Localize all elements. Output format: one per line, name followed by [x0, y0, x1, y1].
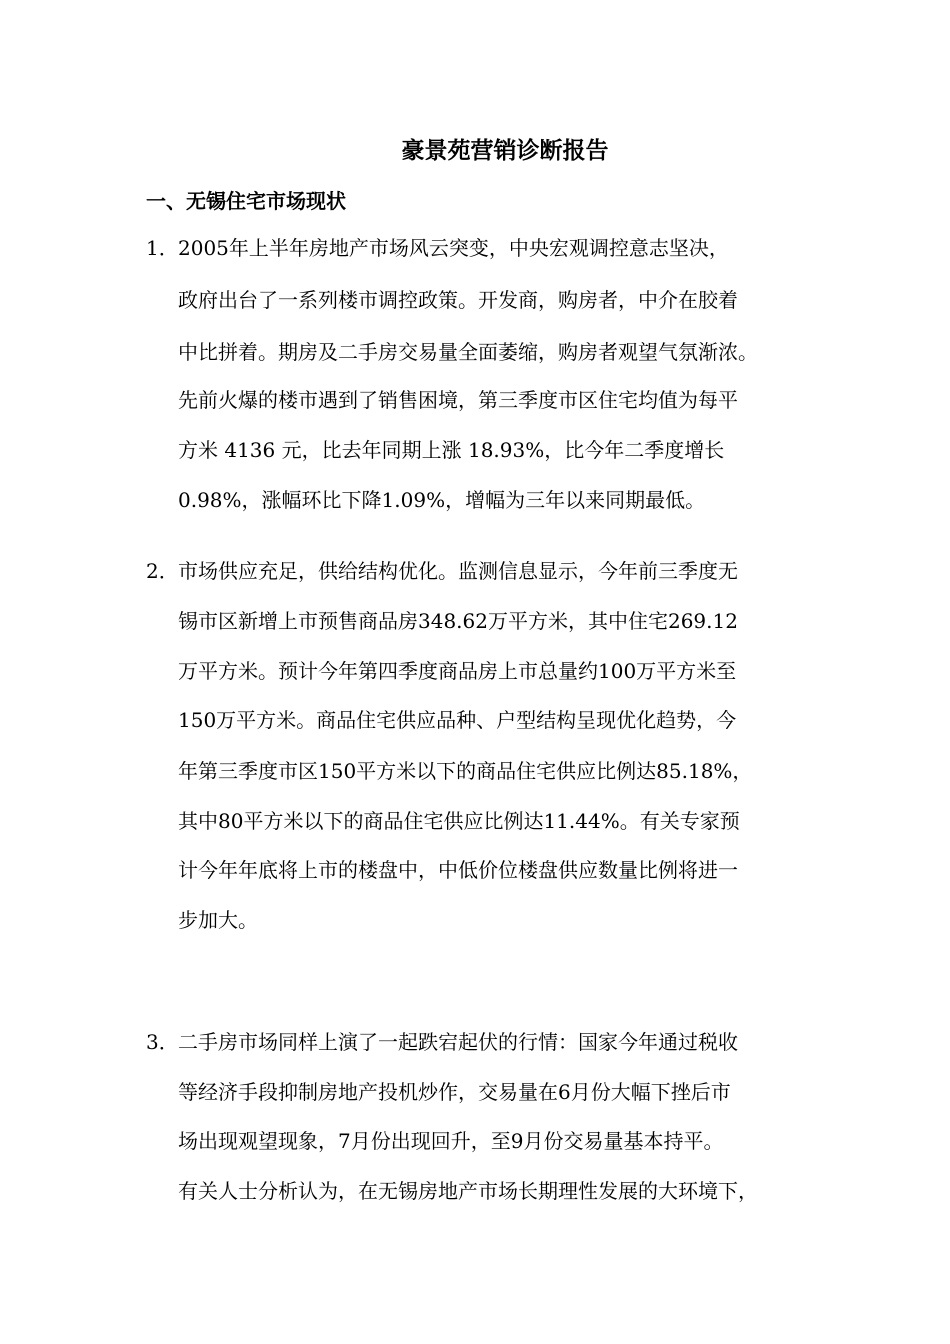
paragraph-line: 方米 4136 元，比去年同期上涨 18.93%，比今年二季度增长 — [178, 438, 725, 462]
paragraph-line: 锡市区新增上市预售商品房348.62万平方米，其中住宅269.12 — [178, 609, 738, 633]
paragraph-line: 政府出台了一系列楼市调控政策。开发商，购房者，中介在胶着 — [178, 288, 738, 312]
paragraph-line: 计今年年底将上市的楼盘中，中低价位楼盘供应数量比例将进一 — [178, 858, 738, 882]
paragraph-line: 有关人士分析认为，在无锡房地产市场长期理性发展的大环境下， — [178, 1179, 758, 1203]
document-title: 豪景苑营销诊断报告 — [401, 137, 609, 164]
paragraph-line: 中比拼着。期房及二手房交易量全面萎缩，购房者观望气氛渐浓。 — [178, 340, 758, 364]
paragraph-line: 步加大。 — [178, 908, 258, 932]
paragraph-line: 年第三季度市区150平方米以下的商品住宅供应比例达85.18%， — [178, 759, 753, 783]
paragraph-line: 150万平方米。商品住宅供应品种、户型结构呈现优化趋势，今 — [178, 708, 737, 732]
paragraph-number: 2． — [146, 559, 179, 583]
paragraph-number: 1． — [146, 236, 179, 260]
paragraph-line: 等经济手段抑制房地产投机炒作，交易量在6月份大幅下挫后市 — [178, 1080, 731, 1104]
paragraph-line: 先前火爆的楼市遇到了销售困境，第三季度市区住宅均值为每平 — [178, 388, 738, 412]
paragraph-line: 2005年上半年房地产市场风云突变，中央宏观调控意志坚决， — [178, 236, 729, 260]
section-heading: 一、无锡住宅市场现状 — [146, 189, 346, 213]
paragraph-line: 0.98%，涨幅环比下降1.09%，增幅为三年以来同期最低。 — [178, 488, 706, 512]
paragraph-line: 万平方米。预计今年第四季度商品房上市总量约100万平方米至 — [178, 659, 737, 683]
paragraph-line: 市场供应充足，供给结构优化。监测信息显示，今年前三季度无 — [178, 559, 738, 583]
paragraph-line: 二手房市场同样上演了一起跌宕起伏的行情：国家今年通过税收 — [178, 1030, 738, 1054]
paragraph-number: 3． — [146, 1030, 179, 1054]
paragraph-line: 场出现观望现象，7月份出现回升，至9月份交易量基本持平。 — [178, 1129, 724, 1153]
paragraph-line: 其中80平方米以下的商品住宅供应比例达11.44%。有关专家预 — [178, 809, 740, 833]
